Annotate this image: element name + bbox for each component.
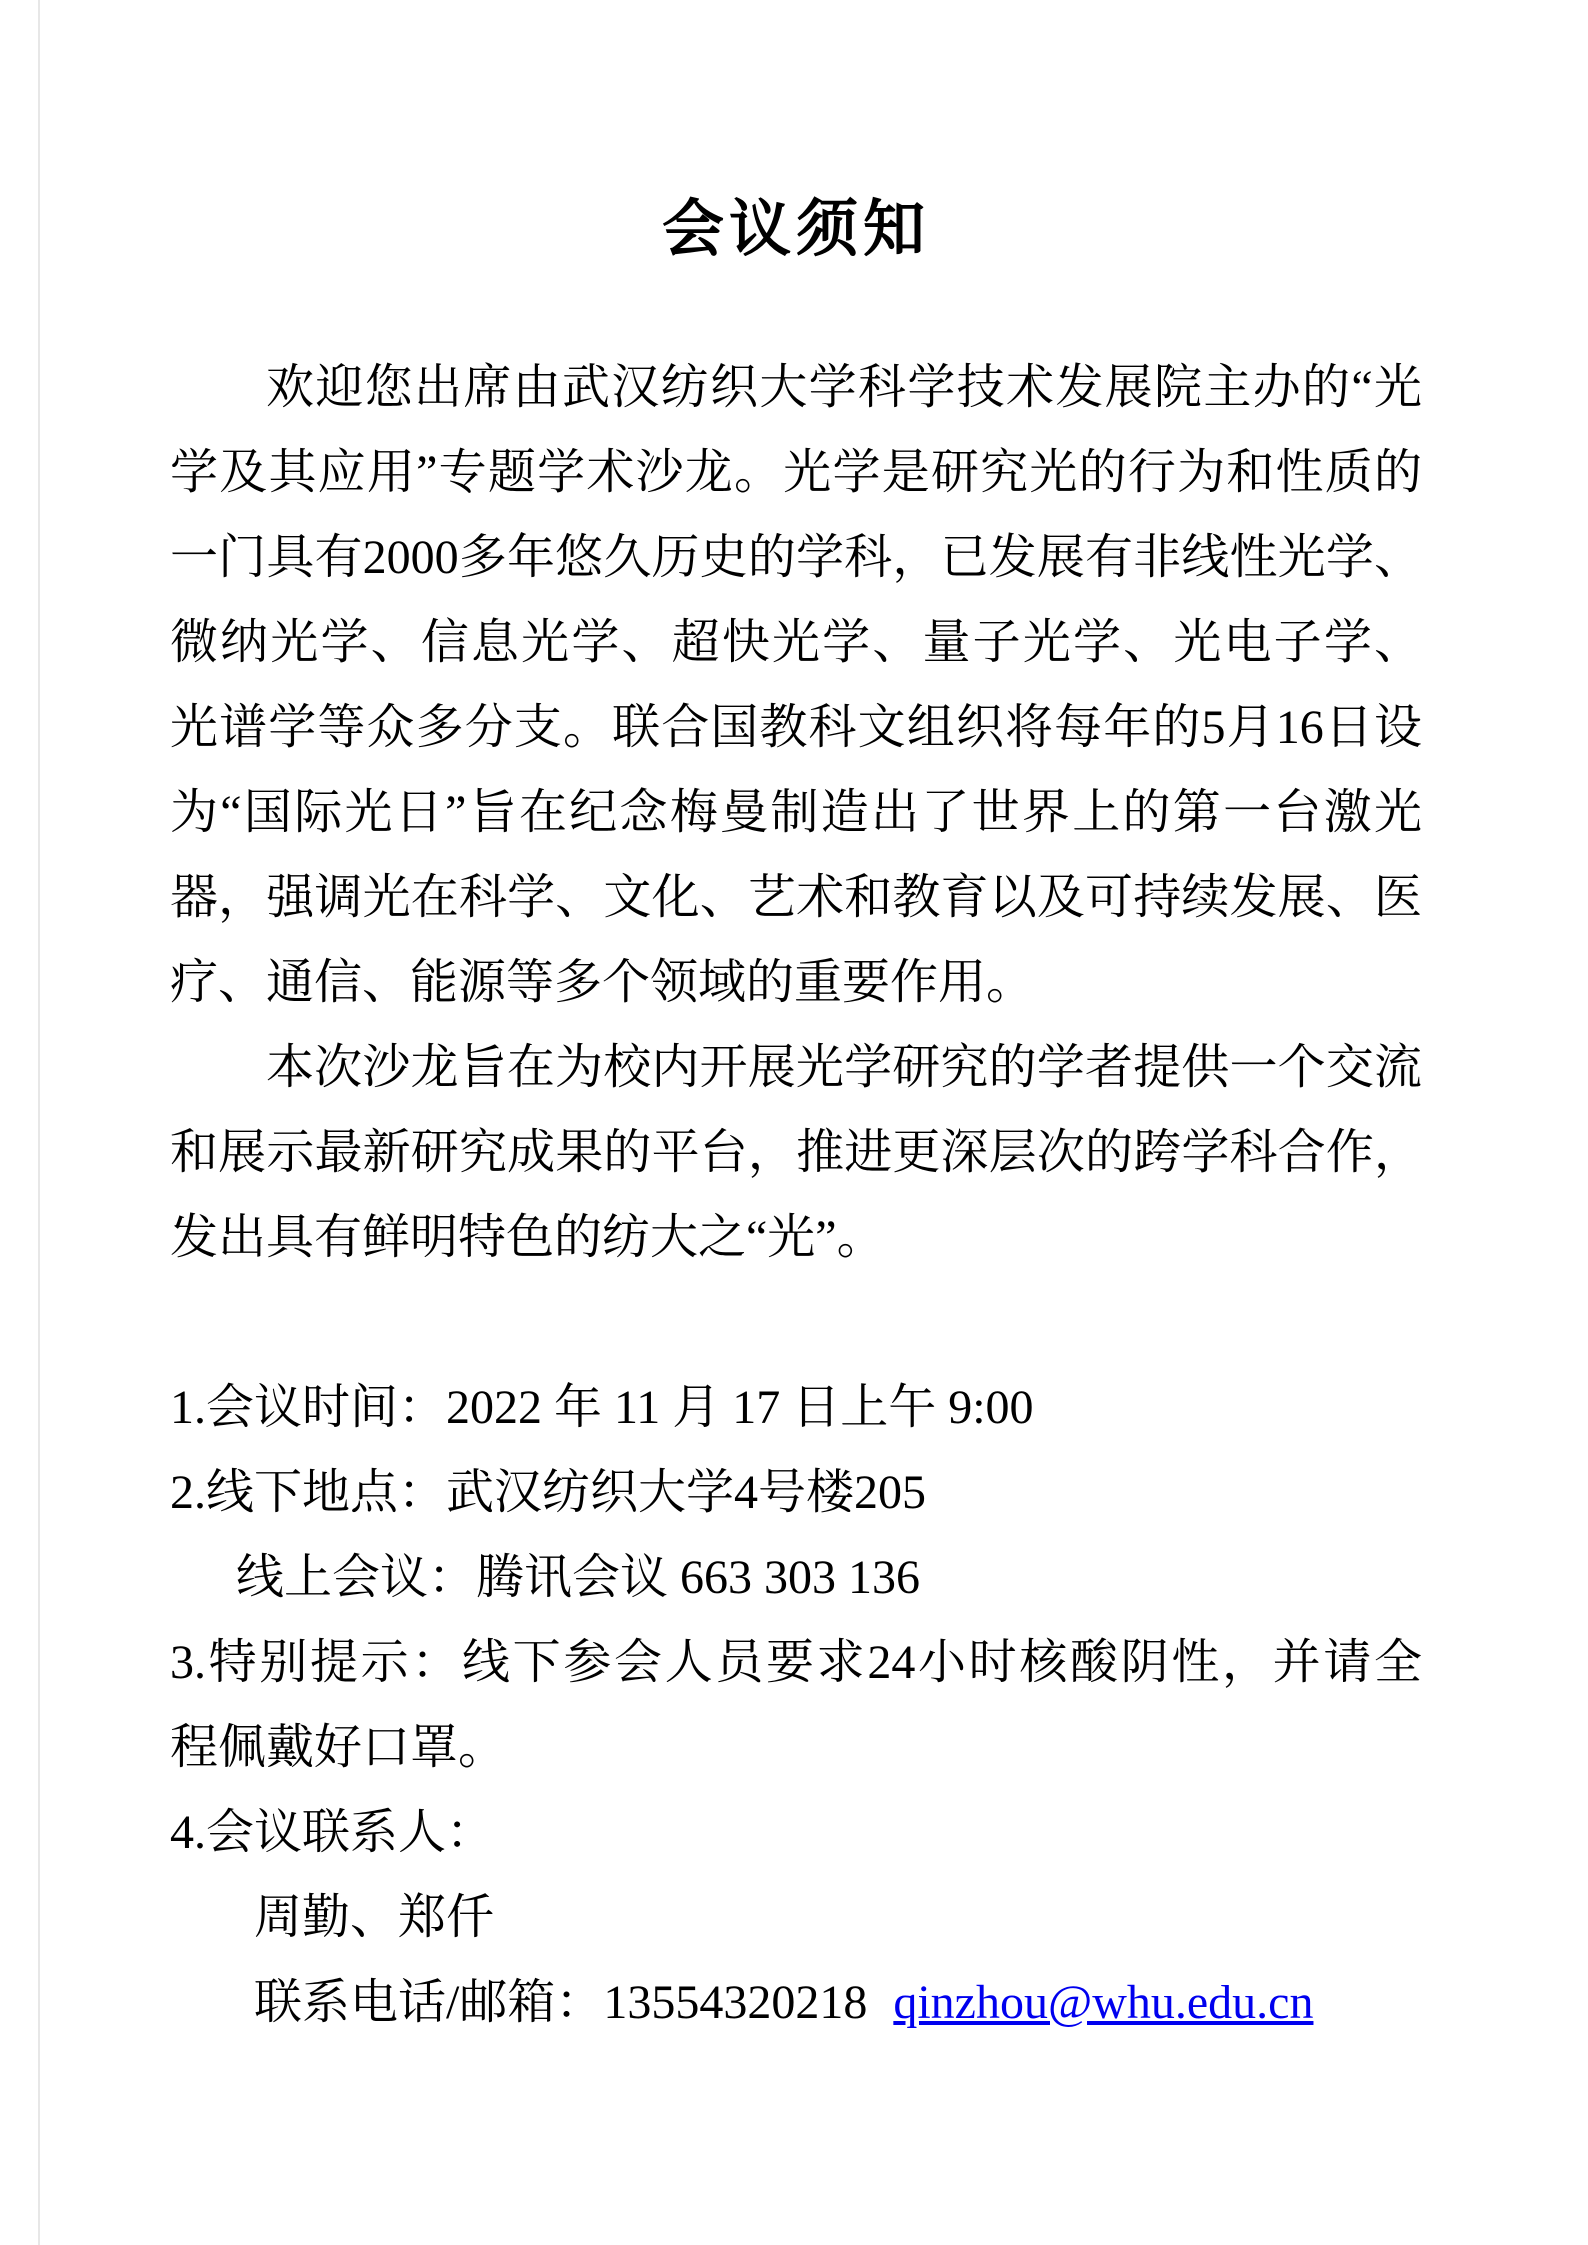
text-line: 程佩戴好口罩。	[170, 1721, 507, 1774]
page-edge-line	[38, 0, 40, 2245]
document-body-lines	[170, 345, 1422, 1960]
contact-line	[170, 1960, 1422, 2045]
document-content	[170, 175, 1422, 2045]
text-line: 器，强调光在科学、文化、艺术和教育以及可持续发展、医	[170, 871, 1422, 924]
text-line: 本次沙龙旨在为校内开展光学研究的学者提供一个交流	[266, 1041, 1422, 1094]
text-line: 一门具有2000多年悠久历史的学科，已发展有非线性光学、	[170, 531, 1422, 584]
page-title: 会议须知	[661, 196, 930, 264]
email-link[interactable]: qinzhou@whu.edu.cn	[893, 1976, 1314, 2029]
text-line: 微纳光学、信息光学、超快光学、量子光学、光电子学、	[170, 616, 1422, 669]
contact-prefix: 联系电话/邮箱：	[254, 1976, 604, 2029]
text-line: 光谱学等众多分支。联合国教科文组织将每年的5月16日设	[170, 701, 1422, 754]
text-line: 疗、通信、能源等多个领域的重要作用。	[170, 956, 1035, 1009]
text-line: 线上会议：腾讯会议 663 303 136	[236, 1551, 921, 1604]
text-line: 3.特别提示：线下参会人员要求24小时核酸阴性，并请全	[170, 1636, 1422, 1689]
text-line: 学及其应用”专题学术沙龙。光学是研究光的行为和性质的	[170, 446, 1422, 499]
contact-phone: 13554320218	[603, 1976, 868, 2029]
text-line: 1.会议时间：2022 年 11 月 17 日上午 9:00	[170, 1381, 1034, 1434]
text-line: 2.线下地点：武汉纺织大学4号楼205	[170, 1466, 927, 1519]
text-line: 为“国际光日”旨在纪念梅曼制造出了世界上的第一台激光	[170, 786, 1422, 839]
text-line: 周勤、郑仟	[254, 1891, 495, 1944]
text-line: 发出具有鲜明特色的纺大之“光”。	[170, 1211, 885, 1264]
text-line: 欢迎您出席由武汉纺织大学科学技术发展院主办的“光	[266, 361, 1422, 414]
blank-line	[170, 1280, 1422, 1365]
text-line: 4.会议联系人：	[170, 1806, 495, 1859]
text-line: 和展示最新研究成果的平台，推进更深层次的跨学科合作，	[170, 1126, 1422, 1179]
